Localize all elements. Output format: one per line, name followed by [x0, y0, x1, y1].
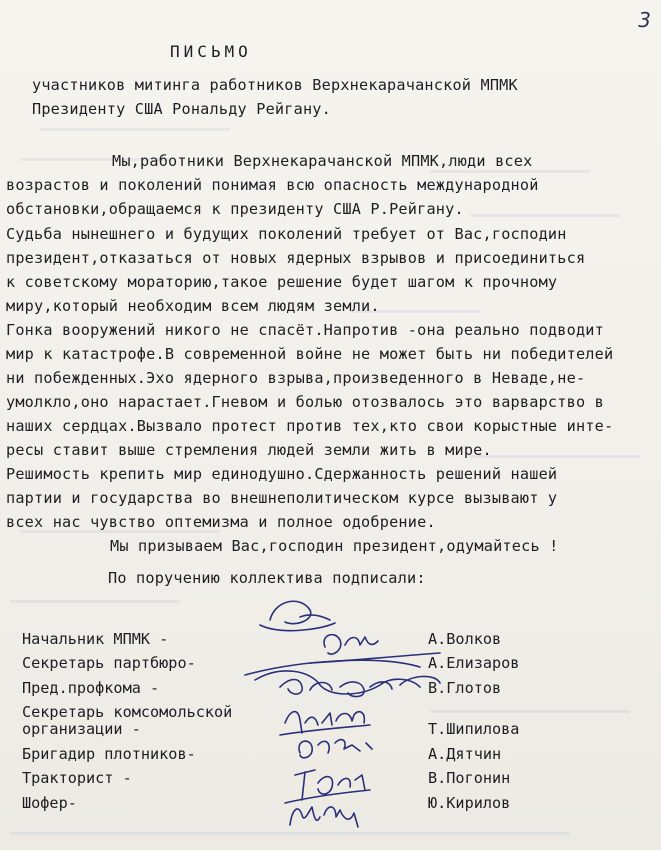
- signatory-role: Секретарь партбюро-: [22, 654, 196, 672]
- body-line: ни побежденных.Эхо ядерного взрыва,произведенного в Неваде,не-: [6, 369, 586, 387]
- body-line: наших сердцах.Вызвало протест против тех,кто свои корыстные инте-: [6, 417, 614, 435]
- signatory-name: Т.Шипилова: [428, 720, 520, 738]
- signatory-role: Пред.профкома -: [22, 679, 160, 697]
- body-line: Мы,работники Верхнекарачанской МПМК,люди всех: [112, 152, 533, 170]
- signature-pogonin: [285, 770, 370, 803]
- body-line: партии и государства во внешнеполитическом курсе вызывают у: [6, 489, 558, 507]
- signatory-role: организации -: [22, 720, 141, 738]
- page-number: 3: [638, 8, 651, 32]
- body-line: обстановки,обращаемся к президенту США Р.Рейгану.: [6, 200, 464, 218]
- signatory-role: Шофер-: [22, 794, 77, 812]
- body-line: возрастов и поколений понимая всю опасность международной: [6, 176, 539, 194]
- signatory-name: А.Елизаров: [428, 654, 520, 672]
- signatory-name: В.Погонин: [428, 769, 511, 787]
- body-line: Решимость крепить мир единодушно.Сдержанность решений нашей: [6, 465, 558, 483]
- signatory-role: Тракторист -: [22, 769, 132, 787]
- signatory-role: Секретарь комсомольской: [22, 703, 233, 721]
- heading-line-1: участников митинга работников Верхнекарачанской МПМК: [32, 76, 518, 94]
- body-line: Гонка вооружений никого не спасёт.Напротив -она реально подводит: [6, 321, 604, 339]
- body-line: мир к катастрофе.В современной войне не может быть ни победителей: [6, 345, 614, 363]
- signatory-name: А.Дятчин: [428, 745, 502, 763]
- body-line: Судьба нынешнего и будущих поколений требует от Вас,господин: [6, 225, 567, 243]
- handwritten-signatures: [240, 575, 570, 835]
- letter-title: ПИСЬМО: [170, 42, 252, 61]
- body-line: к советскому мораторию,такое решение будет шагом к прочному: [6, 273, 558, 291]
- signatory-role: Начальник МПМК -: [22, 630, 169, 648]
- body-line: миру,который необходим всем людям земли.: [6, 297, 380, 315]
- body-line: всех нас чувство оптемизма и полное одобрение.: [6, 513, 436, 531]
- signed-intro: По поручению коллектива подписали:: [108, 569, 426, 587]
- heading-line-2: Президенту США Рональду Рейгану.: [32, 100, 331, 118]
- body-line: президент,отказаться от новых ядерных взрывов и присоединиться: [6, 249, 586, 267]
- signatory-name: В.Глотов: [428, 679, 502, 697]
- signatory-name: А.Волков: [428, 630, 502, 648]
- signature-elizarov: [310, 635, 440, 663]
- signatory-role: Бригадир плотников-: [22, 745, 196, 763]
- signature-glotov: [245, 660, 440, 696]
- body-line: умолкло,оно нарастает.Гневом и болью отозвалось это варварство в: [6, 393, 604, 411]
- signature-kirilov: [290, 807, 358, 827]
- signatory-name: Ю.Кирилов: [428, 794, 511, 812]
- signature-shipilova: [280, 712, 370, 735]
- body-line: Мы призываем Вас,господин президент,одумайтесь !: [110, 537, 559, 555]
- signature-dyatchin: [299, 740, 372, 758]
- signature-volkov: [260, 601, 335, 630]
- body-line: ресы ставит выше стремления людей земли жить в мире.: [6, 441, 492, 459]
